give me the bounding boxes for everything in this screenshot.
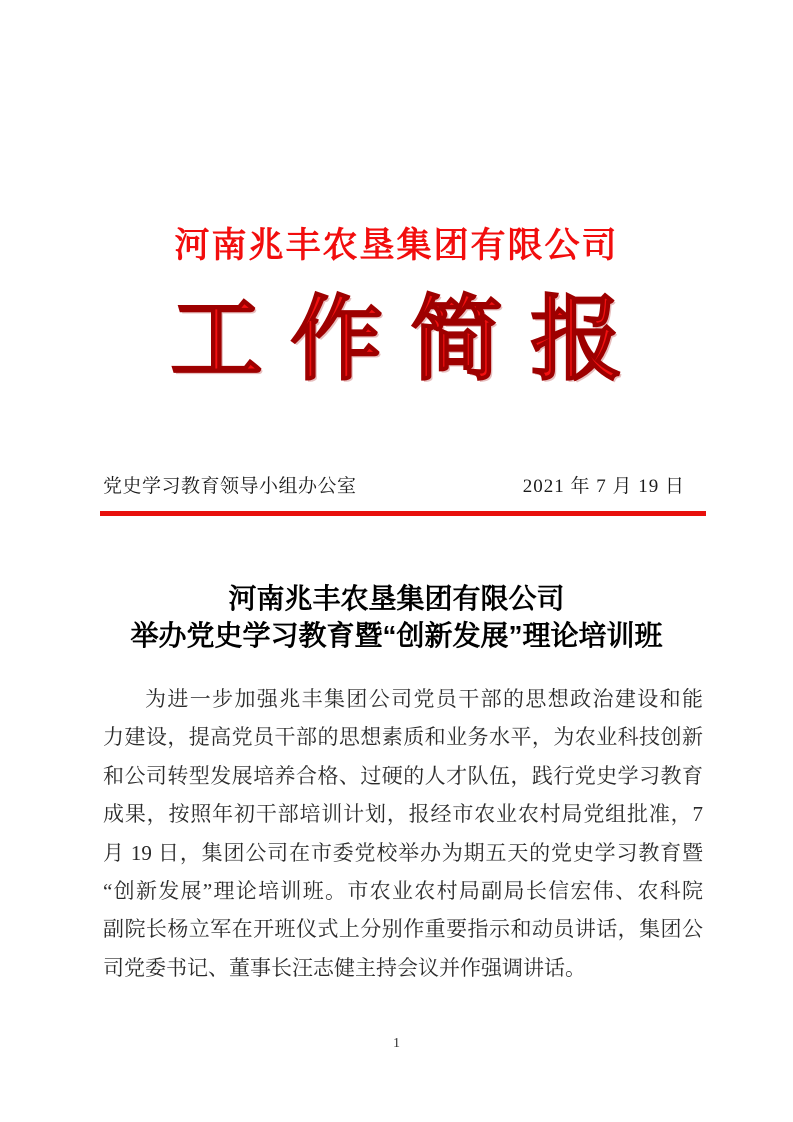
body-line: 成果，按照年初干部培训计划，报经市农业农村局党组批准，7 [103, 802, 703, 827]
masthead-title-text: 工作简报 [170, 289, 651, 391]
masthead-title [0, 290, 793, 391]
article-heading [0, 580, 793, 654]
body-line: 力建设，提高党员干部的思想素质和业务水平，为农业科技创新 [103, 725, 703, 750]
issue-date: 2021 年 7 月 19 日 [522, 476, 685, 497]
article-heading-line2: 举办党史学习教育暨“创新发展”理论培训班 [130, 620, 663, 651]
page-number: 1 [393, 1036, 400, 1051]
body-line: “创新发展”理论培训班。市农业农村局副局长信宏伟、农科院 [103, 878, 703, 903]
body-line: 为进一步加强兆丰集团公司党员干部的思想政治建设和能 [145, 687, 703, 711]
article-body [103, 680, 703, 987]
article-heading-line1: 河南兆丰农垦集团有限公司 [228, 583, 565, 614]
body-line: 和公司转型发展培养合格、过硬的人才队伍，践行党史学习教育 [103, 763, 703, 788]
meta-row [103, 471, 703, 498]
company-title: 河南兆丰农垦集团有限公司 [174, 226, 619, 265]
body-line: 月 19 日，集团公司在市委党校举办为期五天的党史学习教育暨 [103, 840, 703, 865]
body-line: 司党委书记、董事长汪志健主持会议并作强调讲话。 [103, 955, 586, 980]
body-line: 副院长杨立军在开班仪式上分别作重要指示和动员讲话，集团公 [103, 917, 703, 942]
issuing-office: 党史学习教育领导小组办公室 [103, 476, 357, 497]
red-divider-rule [100, 511, 706, 516]
